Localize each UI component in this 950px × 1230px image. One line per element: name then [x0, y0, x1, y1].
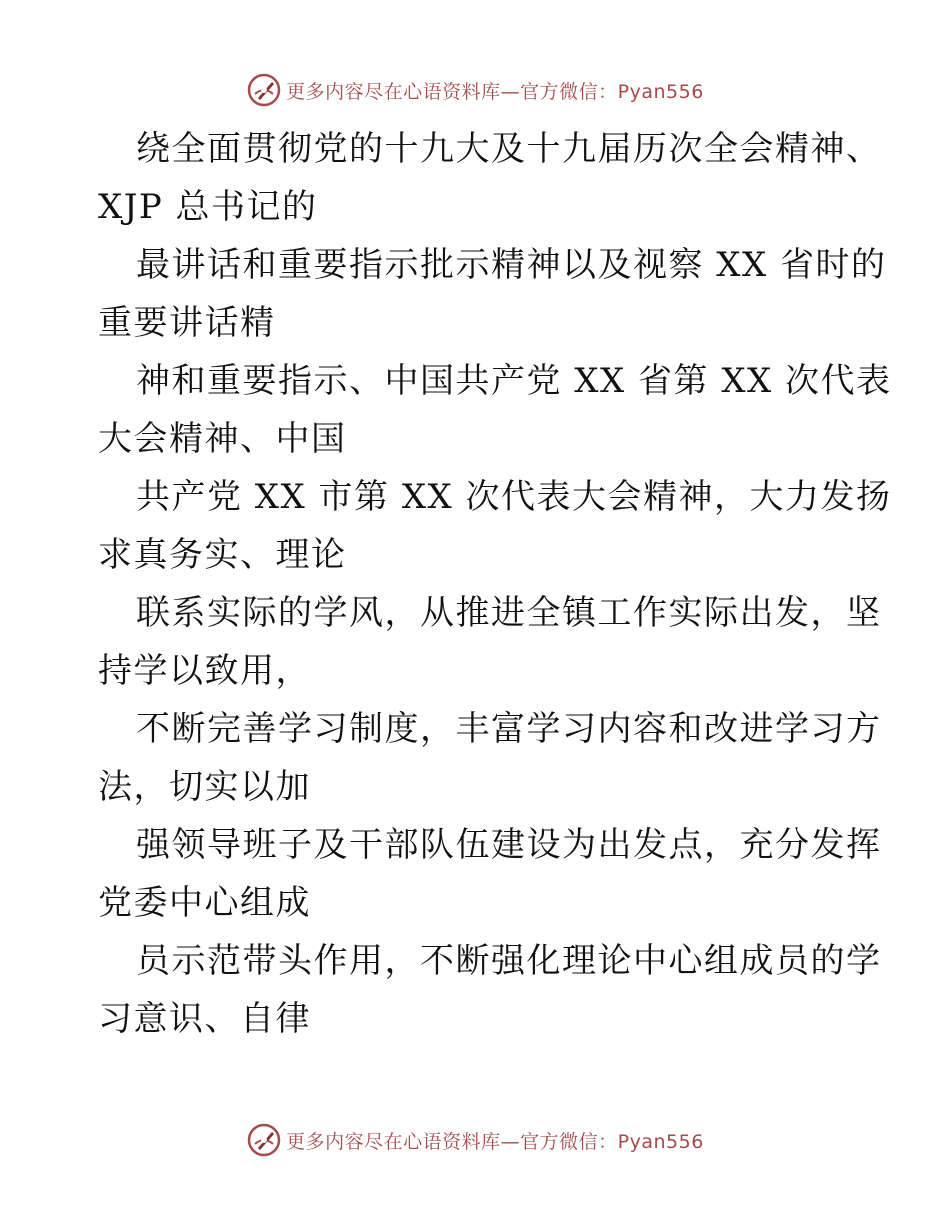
paragraph-line: 共产党 XX 市第 XX 次代表大会精神，大力发扬 [136, 477, 892, 517]
paragraph-6 [98, 700, 882, 816]
paragraph-line: 员示范带头作用，不断强化理论中心组成员的学 [136, 941, 882, 981]
paragraph-1 [98, 120, 882, 236]
book-pen-logo-icon [246, 72, 282, 108]
paragraph-8 [98, 932, 882, 1048]
paragraph-7 [98, 816, 882, 932]
paragraph-2 [98, 236, 887, 352]
paragraph-line: 联系实际的学风，从推进全镇工作实际出发，坚 [136, 593, 882, 633]
paragraph-line: 党委中心组成 [98, 883, 311, 923]
document-body [98, 120, 892, 1048]
header-banner-text: 更多内容尽在心语资料库—官方微信：Pyan556 [286, 80, 704, 103]
paragraph-line: 习意识、自律 [98, 999, 311, 1039]
footer-banner [0, 1120, 950, 1160]
paragraph-4 [98, 468, 892, 584]
paragraph-line: 法，切实以加 [98, 767, 311, 807]
paragraph-line: 大会精神、中国 [98, 419, 347, 459]
paragraph-line: 神和重要指示、中国共产党 XX 省第 XX 次代表 [136, 361, 892, 401]
paragraph-line: 不断完善学习制度，丰富学习内容和改进学习方 [136, 709, 882, 749]
paragraph-line: 绕全面贯彻党的十九大及十九届历次全会精神、 [136, 129, 882, 169]
paragraph-line: 最讲话和重要指示批示精神以及视察 XX 省时的 [136, 245, 887, 285]
book-pen-logo-icon [246, 1122, 282, 1158]
paragraph-line: XJP 总书记的 [98, 187, 318, 227]
paragraph-line: 重要讲话精 [98, 303, 276, 343]
footer-banner-text: 更多内容尽在心语资料库—官方微信：Pyan556 [286, 1130, 704, 1153]
paragraph-5 [98, 584, 882, 700]
header-banner [0, 70, 950, 110]
paragraph-3 [98, 352, 892, 468]
paragraph-line: 求真务实、理论 [98, 535, 347, 575]
paragraph-line: 持学以致用， [98, 651, 311, 691]
paragraph-line: 强领导班子及干部队伍建设为出发点，充分发挥 [136, 825, 882, 865]
